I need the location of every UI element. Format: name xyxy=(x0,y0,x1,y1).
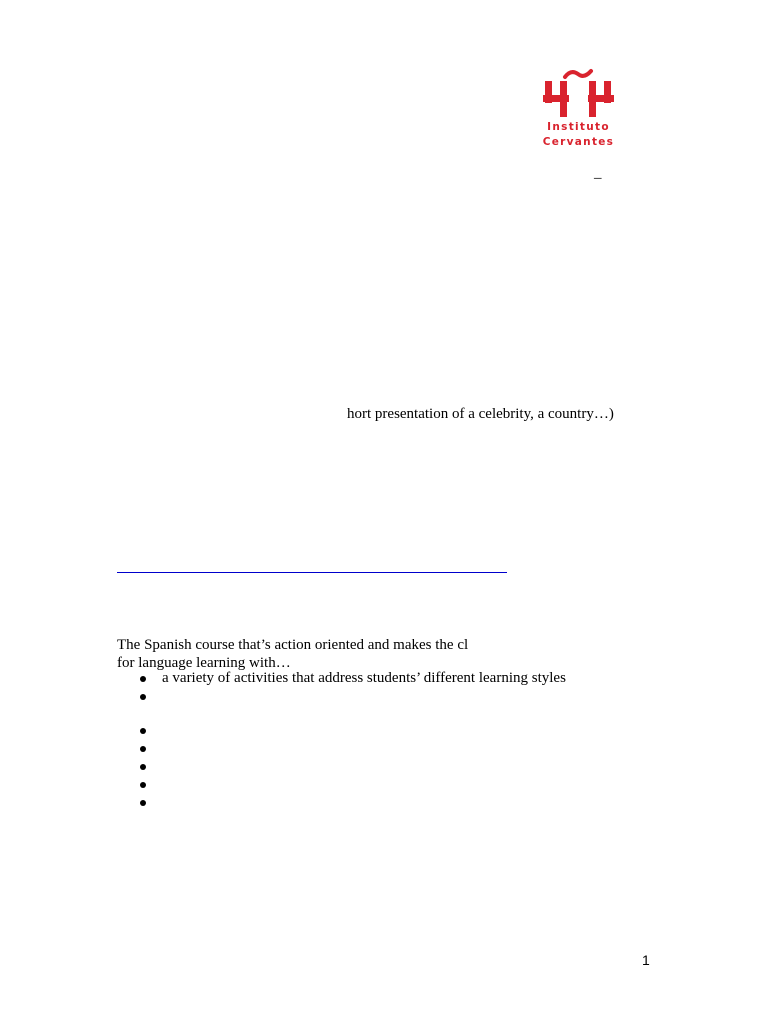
bullet-dot xyxy=(140,764,146,770)
instituto-cervantes-logo xyxy=(541,66,616,154)
bullet-dot xyxy=(140,694,146,700)
bullet-dot xyxy=(140,728,146,734)
page-number: 1 xyxy=(642,952,650,968)
logo-text-cervantes: Cervantes xyxy=(542,136,615,148)
bullet-item: a variety of activities that address students’ different learning styles xyxy=(162,670,566,686)
bullet-dot xyxy=(140,782,146,788)
intro-line-1: The Spanish course that’s action oriented and makes the cl xyxy=(117,637,469,653)
header-dash: – xyxy=(594,170,602,186)
cervantes-emblem-icon xyxy=(541,66,616,121)
intro-line-2: for language learning with… xyxy=(117,655,291,671)
hyperlink-underline[interactable] xyxy=(117,572,507,573)
bullet-dot xyxy=(140,746,146,752)
bullet-dot xyxy=(140,676,146,682)
presentation-text-fragment: hort presentation of a celebrity, a country…) xyxy=(347,406,614,422)
logo-text-instituto: Instituto xyxy=(547,121,610,133)
bullet-dot xyxy=(140,800,146,806)
intro-paragraph xyxy=(117,636,468,672)
